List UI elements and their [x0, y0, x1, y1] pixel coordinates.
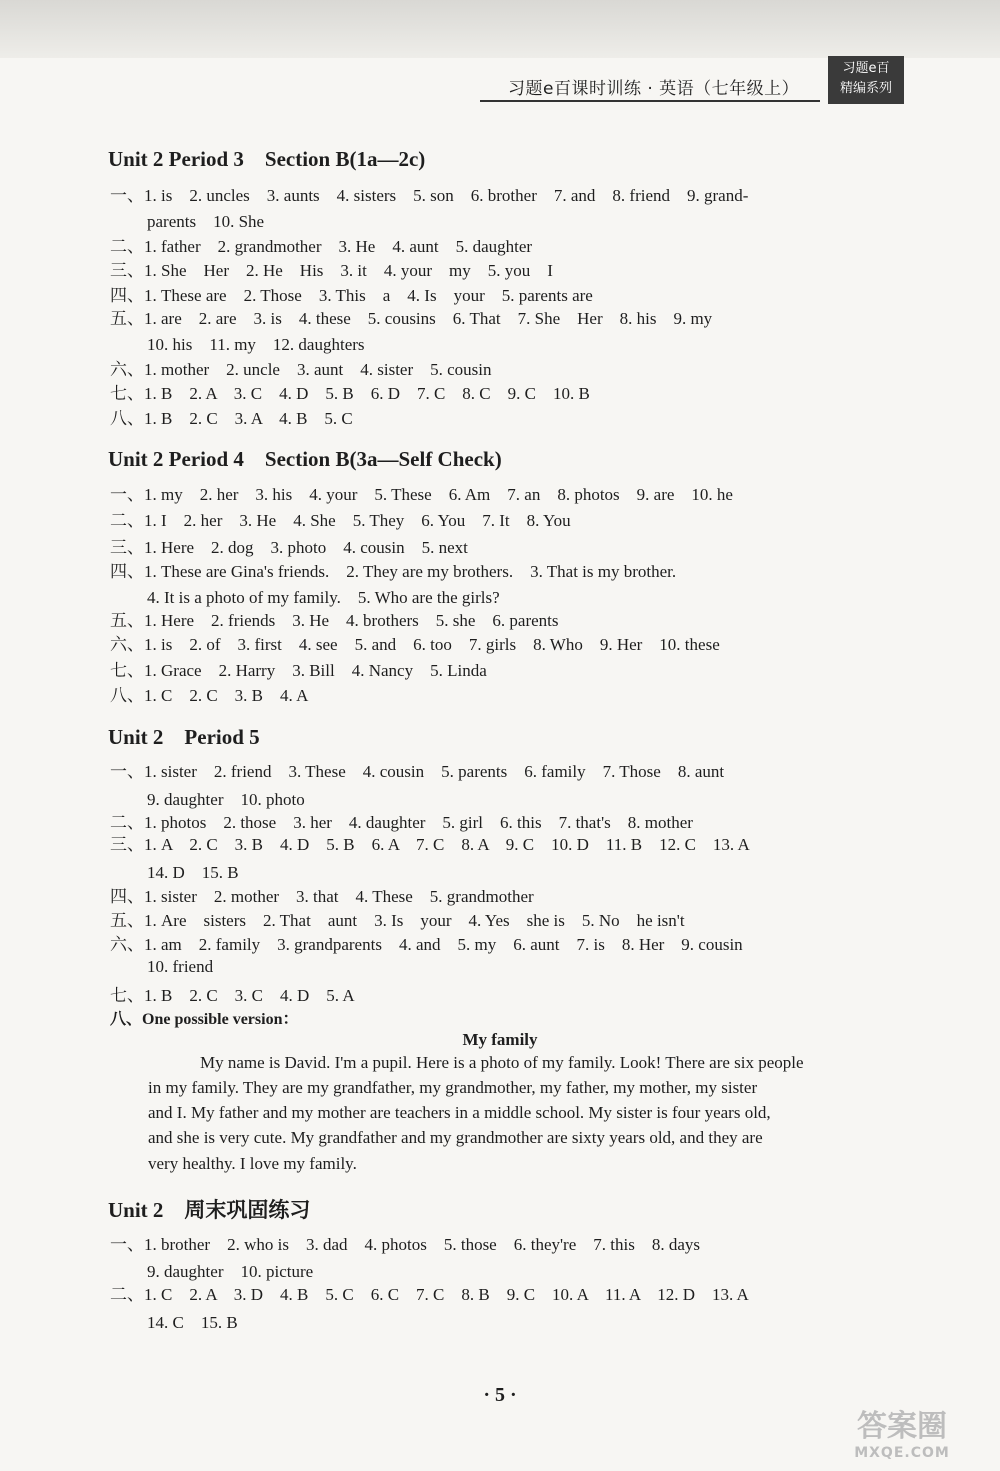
- answer-line: 14. C 15. B: [147, 1313, 238, 1332]
- answer-line: 六、1. am 2. family 3. grandparents 4. and 5. my 6. aunt 7. is 8. Her 9. cousin: [110, 935, 743, 954]
- answer-line: 八、1. B 2. C 3. A 4. B 5. C: [110, 409, 353, 428]
- answer-line: 一、1. sister 2. friend 3. These 4. cousin 5. parents 6. family 7. Those 8. aunt: [110, 762, 725, 781]
- section-title: Unit 2 周末巩固练习: [108, 1198, 311, 1222]
- essay-line: very healthy. I love my family.: [148, 1154, 357, 1173]
- watermark-text: 答案圈: [857, 1409, 947, 1444]
- answer-line: 六、1. is 2. of 3. first 4. see 5. and 6. too 7. girls 8. Who 9. Her 10. these: [110, 635, 720, 654]
- answer-line: 五、1. are 2. are 3. is 4. these 5. cousins 6. That 7. She Her 8. his 9. my: [110, 309, 713, 328]
- running-header: [480, 70, 820, 102]
- essay-line: in my family. They are my grandfather, my grandmother, my father, my mother, my sister: [148, 1078, 758, 1097]
- series-badge: [828, 56, 904, 104]
- header-title: 习题e百课时训练 · 英语（七年级上）: [508, 79, 800, 99]
- answer-line: 一、1. is 2. uncles 3. aunts 4. sisters 5. son 6. brother 7. and 8. friend 9. grand-: [110, 186, 749, 205]
- watermark-url: MXQE.COM: [854, 1445, 950, 1461]
- answer-line: 七、1. B 2. A 3. C 4. D 5. B 6. D 7. C 8. C 9. C 10. B: [110, 384, 590, 403]
- answer-line: 三、1. She Her 2. He His 3. it 4. your my 5. you I: [110, 261, 553, 280]
- section-title: Unit 2 Period 4 Section B(3a—Self Check): [108, 447, 502, 471]
- answer-line: 二、1. C 2. A 3. D 4. B 5. C 6. C 7. C 8. B 9. C 10. A 11. A 12. D 13. A: [110, 1285, 749, 1304]
- answer-line: 三、1. A 2. C 3. B 4. D 5. B 6. A 7. C 8. A 9. C 10. D 11. B 12. C 13. A: [110, 835, 750, 854]
- answer-line: 五、1. Are sisters 2. That aunt 3. Is your 4. Yes she is 5. No he isn't: [110, 911, 685, 930]
- answer-line: 10. friend: [147, 957, 214, 976]
- answer-line: 一、1. my 2. her 3. his 4. your 5. These 6. Am 7. an 8. photos 9. are 10. he: [110, 485, 733, 504]
- answer-line: 六、1. mother 2. uncle 3. aunt 4. sister 5. cousin: [110, 360, 492, 379]
- essay-line: My name is David. I'm a pupil. Here is a photo of my family. Look! There are six people: [200, 1053, 804, 1072]
- answer-line: 七、1. Grace 2. Harry 3. Bill 4. Nancy 5. Linda: [110, 661, 487, 680]
- section-title: Unit 2 Period 3 Section B(1a—2c): [108, 147, 426, 171]
- answer-line: 八、One possible version：: [110, 1011, 299, 1028]
- scan-top-band: [0, 0, 1000, 58]
- essay-title: My family: [462, 1030, 538, 1049]
- page-number: · 5 ·: [483, 1384, 517, 1406]
- answer-line: 五、1. Here 2. friends 3. He 4. brothers 5. she 6. parents: [110, 611, 559, 630]
- answer-line: 4. It is a photo of my family. 5. Who are the girls?: [147, 588, 500, 607]
- answer-line: parents 10. She: [147, 212, 265, 231]
- essay-line: and she is very cute. My grandfather and my grandmother are sixty years old, and they are: [148, 1128, 763, 1147]
- answer-line: 一、1. brother 2. who is 3. dad 4. photos 5. those 6. they're 7. this 8. days: [110, 1235, 700, 1254]
- essay-line: and I. My father and my mother are teachers in a middle school. My sister is four years old,: [148, 1103, 771, 1122]
- answer-line: 四、1. These are Gina's friends. 2. They are my brothers. 3. That is my brother.: [110, 562, 677, 581]
- answer-line: 10. his 11. my 12. daughters: [147, 335, 365, 354]
- answer-line: 二、1. father 2. grandmother 3. He 4. aunt 5. daughter: [110, 237, 533, 256]
- answer-line: 9. daughter 10. photo: [147, 790, 305, 809]
- answer-line: 二、1. photos 2. those 3. her 4. daughter 5. girl 6. this 7. that's 8. mother: [110, 813, 693, 832]
- answer-line: 9. daughter 10. picture: [147, 1262, 314, 1281]
- badge-line-1: 习题e百: [842, 61, 890, 76]
- watermark-logo: [812, 1410, 992, 1466]
- answer-line: 四、1. These are 2. Those 3. This a 4. Is your 5. parents are: [110, 286, 593, 305]
- answer-line: 二、1. I 2. her 3. He 4. She 5. They 6. You 7. It 8. You: [110, 511, 571, 530]
- answer-line: 八、1. C 2. C 3. B 4. A: [110, 686, 309, 705]
- badge-line-2: 精编系列: [839, 81, 892, 96]
- answer-line: 三、1. Here 2. dog 3. photo 4. cousin 5. next: [110, 538, 468, 557]
- section-title: Unit 2 Period 5: [108, 725, 260, 749]
- answer-line: 14. D 15. B: [147, 863, 239, 882]
- answer-line: 七、1. B 2. C 3. C 4. D 5. A: [110, 986, 355, 1005]
- answer-line: 四、1. sister 2. mother 3. that 4. These 5. grandmother: [110, 887, 534, 906]
